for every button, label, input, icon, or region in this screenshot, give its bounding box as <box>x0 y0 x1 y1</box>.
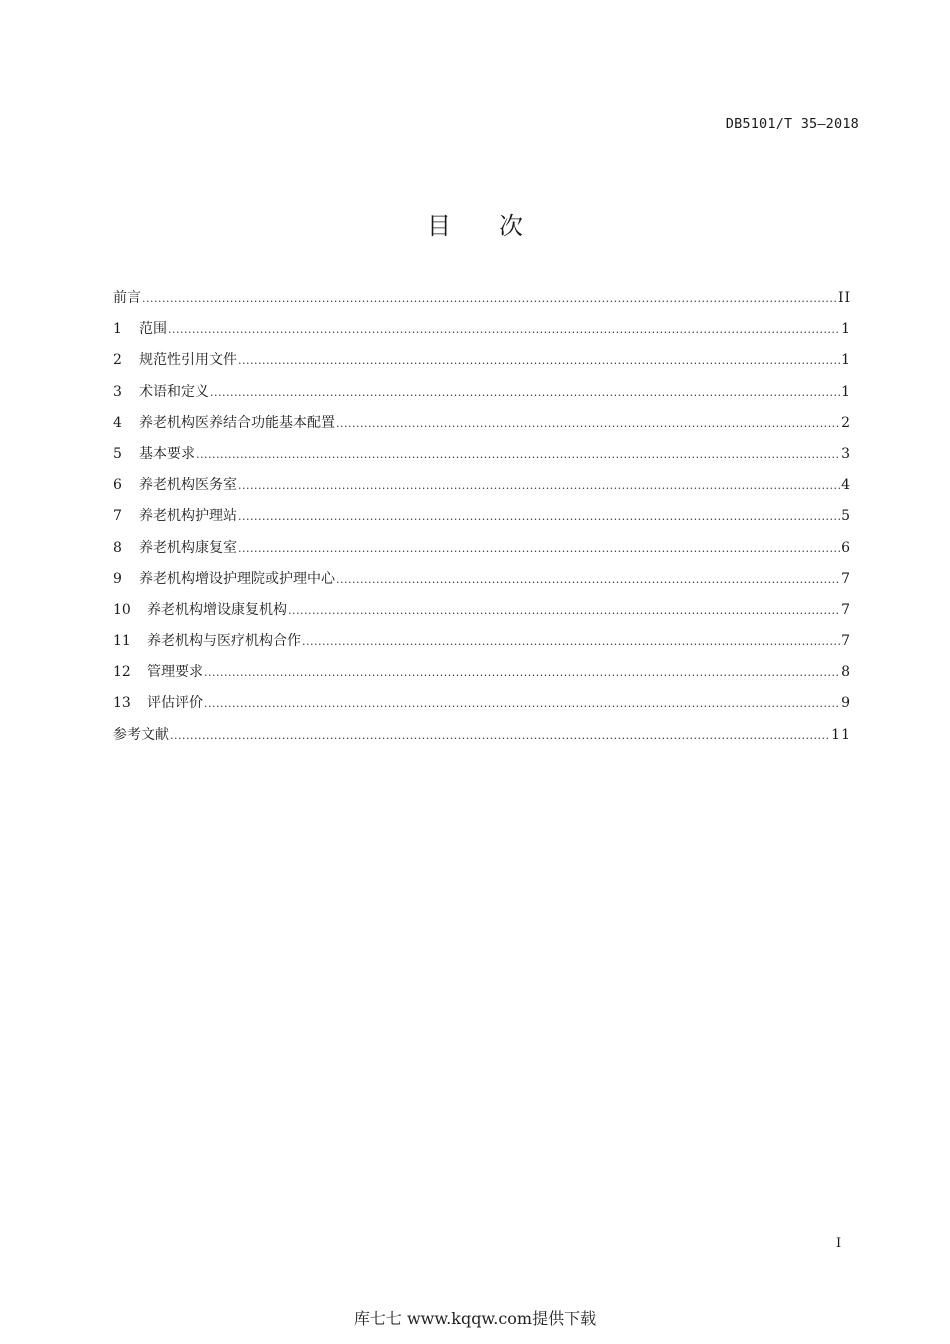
toc-dot-leader <box>204 666 840 679</box>
toc-dot-leader <box>336 417 840 430</box>
toc-entry-number: 8 <box>113 539 122 556</box>
toc-entry-label: 范围 <box>139 321 167 338</box>
toc-entry-page: 7 <box>841 601 851 618</box>
toc-dot-leader <box>142 292 837 305</box>
toc-entry-number: 2 <box>113 352 122 369</box>
toc-entry-1[interactable] <box>113 318 851 349</box>
toc-entry-8[interactable] <box>113 537 851 568</box>
toc-entry-label: 养老机构护理站 <box>139 508 237 525</box>
toc-entry-page: 6 <box>841 539 851 556</box>
toc-title-char-2: 次 <box>499 212 523 240</box>
toc-entry-7[interactable] <box>113 505 851 536</box>
toc-entry-label: 规范性引用文件 <box>139 352 237 369</box>
document-code: DB5101/T 35—2018 <box>725 116 859 132</box>
toc-entry-page: 1 <box>841 383 851 400</box>
toc-dot-leader <box>238 510 840 523</box>
toc-dot-leader <box>196 448 840 461</box>
toc-entry-label: 术语和定义 <box>139 383 209 400</box>
toc-entry-label: 基本要求 <box>139 445 195 462</box>
toc-entry-number: 13 <box>113 695 131 712</box>
toc-dot-leader <box>336 573 840 586</box>
toc-entry-number: 3 <box>113 383 122 400</box>
table-of-contents <box>113 287 851 755</box>
toc-dot-leader <box>288 604 840 617</box>
toc-entry-page: 7 <box>841 570 851 587</box>
toc-entry-page: 9 <box>841 695 851 712</box>
toc-entry-9[interactable] <box>113 568 851 599</box>
toc-entry-label: 养老机构增设护理院或护理中心 <box>139 570 335 587</box>
toc-entry-number: 4 <box>113 414 122 431</box>
toc-entry-label: 参考文献 <box>113 726 169 743</box>
toc-entry-number: 1 <box>113 321 122 338</box>
toc-entry-number: 11 <box>113 633 131 650</box>
toc-entry-5[interactable] <box>113 443 851 474</box>
toc-dot-leader <box>238 479 840 492</box>
toc-entry-label: 养老机构增设康复机构 <box>147 601 287 618</box>
toc-entry-10[interactable] <box>113 599 851 630</box>
toc-entry-13[interactable] <box>113 692 851 723</box>
toc-entry-number: 9 <box>113 570 122 587</box>
toc-entry-page: 3 <box>841 445 851 462</box>
toc-title <box>0 206 950 241</box>
toc-dot-leader <box>170 729 830 742</box>
toc-entry-label: 养老机构医务室 <box>139 477 237 494</box>
toc-entry-label: 养老机构康复室 <box>139 539 237 556</box>
toc-entry-number: 10 <box>113 601 131 618</box>
toc-entry-number: 5 <box>113 445 122 462</box>
toc-entry-label: 前言 <box>113 290 141 306</box>
toc-dot-leader <box>238 354 840 367</box>
toc-dot-leader <box>204 697 840 710</box>
toc-entry-2[interactable] <box>113 349 851 380</box>
toc-entry-number: 7 <box>113 508 122 525</box>
toc-entry-page: 1 <box>841 352 851 369</box>
toc-entry-label: 评估评价 <box>147 695 203 712</box>
toc-entry-page: 7 <box>841 633 851 650</box>
toc-entry-number: 12 <box>113 664 131 681</box>
toc-dot-leader <box>210 386 840 399</box>
toc-entry-label: 养老机构医养结合功能基本配置 <box>139 414 335 431</box>
page-number: I <box>836 1236 842 1251</box>
toc-entry-references[interactable] <box>113 724 851 755</box>
toc-entry-3[interactable] <box>113 381 851 412</box>
toc-entry-6[interactable] <box>113 474 851 505</box>
toc-entry-11[interactable] <box>113 630 851 661</box>
toc-entry-page: 11 <box>831 726 851 743</box>
toc-entry-page: II <box>837 290 851 306</box>
toc-title-char-1: 目 <box>427 212 451 240</box>
toc-entry-4[interactable] <box>113 412 851 443</box>
toc-entry-page: 2 <box>841 414 851 431</box>
toc-entry-number: 6 <box>113 477 122 494</box>
download-watermark: 库七七 www.kqqw.com提供下载 <box>353 1309 597 1328</box>
toc-entry-page: 4 <box>841 477 851 494</box>
toc-dot-leader <box>238 542 840 555</box>
toc-dot-leader <box>168 323 840 336</box>
toc-dot-leader <box>302 635 840 648</box>
toc-entry-foreword[interactable] <box>113 287 851 318</box>
toc-entry-label: 养老机构与医疗机构合作 <box>147 633 301 650</box>
toc-entry-page: 5 <box>841 508 851 525</box>
toc-entry-page: 8 <box>841 664 851 681</box>
toc-entry-label: 管理要求 <box>147 664 203 681</box>
toc-entry-12[interactable] <box>113 661 851 692</box>
toc-entry-page: 1 <box>841 321 851 338</box>
